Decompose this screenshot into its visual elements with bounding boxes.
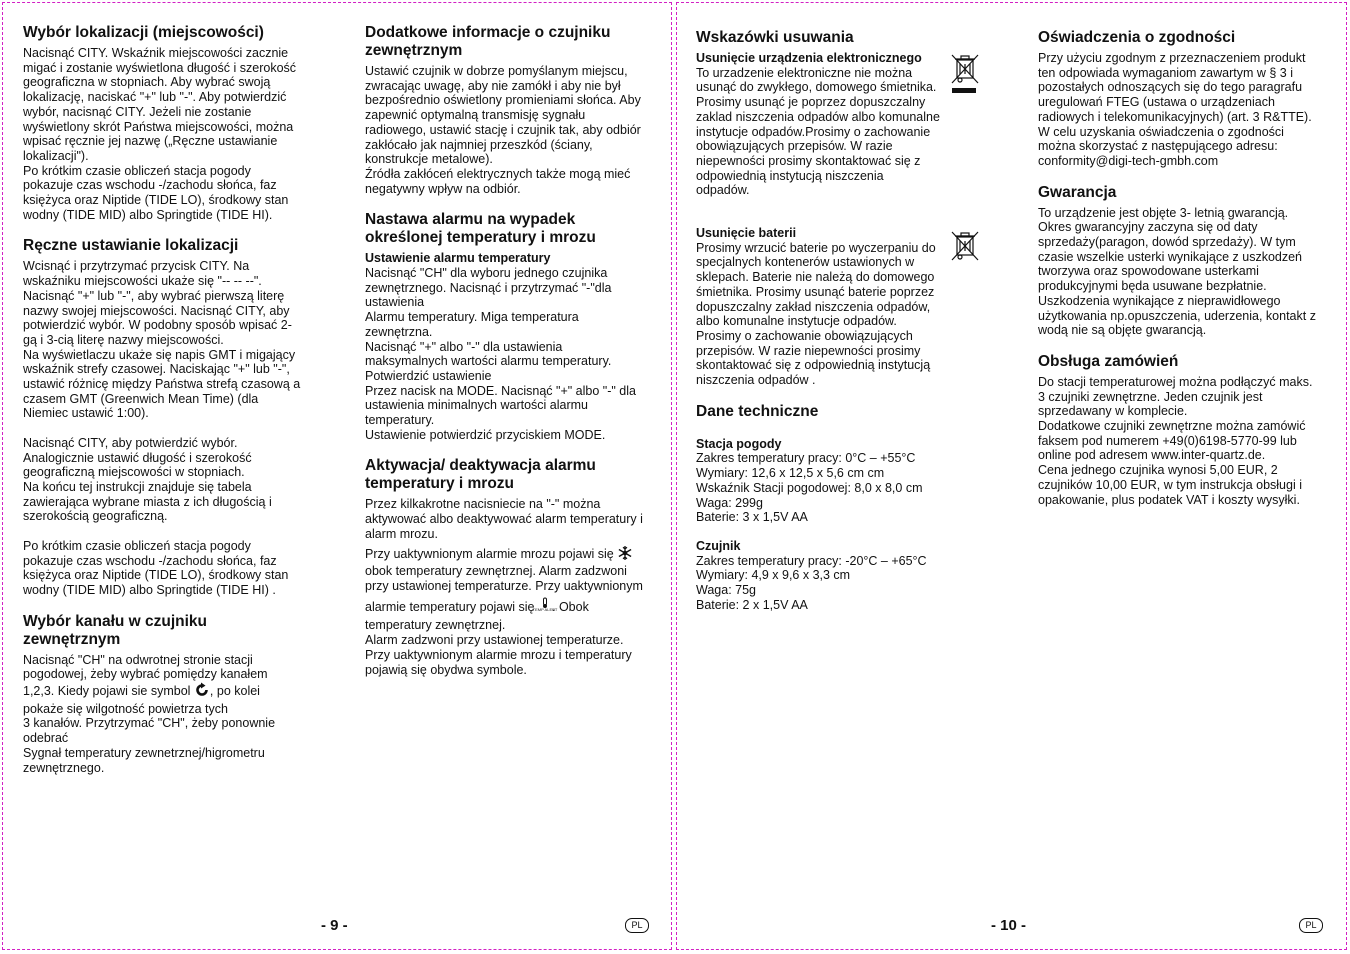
manual-page-10 <box>676 2 1347 950</box>
section-body: To urządzenie jest objęte 3- letnią gwarancją. Okres gwarancyjny zaczyna się od daty sprzedaży(paragon, dowód sprzedaży). W tym czasie wszelkie usterki wynikające z uszkodzeń tworzywa oraz spowodowane usterkami produkcyjnymi będa usuwane bezpłatnie. Uszkodzenia wynikające z nieprawidłowego użytkowania np.opuszczenia, uderzenia, kontakt z wodą nie są objęte gwarancją. <box>1038 205 1316 338</box>
section-manual-location <box>23 237 323 597</box>
section-location-select <box>23 24 323 222</box>
section-title: Aktywacja/ deaktywacja alarmu temperatury i mrozu <box>365 457 596 493</box>
section-title: Ręczne ustawianie lokalizacji <box>23 237 239 255</box>
section-sensor-info <box>365 24 665 196</box>
page-number: - 10 - <box>991 917 1027 934</box>
crossed-out-wheelie-bin-icon <box>949 52 981 101</box>
section-subtitle: Czujnik <box>696 538 741 553</box>
temp-alert-icon <box>532 597 558 619</box>
crossed-out-wheelie-bin-icon <box>949 229 981 268</box>
section-title: Nastawa alarmu na wypadek określonej temperatury i mrozu <box>365 211 596 247</box>
page-10-column-2 <box>1038 29 1338 522</box>
section-body: Wcisnąć i przytrzymać przycisk CITY. Na wskaźniku miejscowości ukaże się "-- -- --". Nacisnąć "+" lub "-", aby wybrać pierwszą literę nazwy swojej miejscowości. Nacisnąć CITY, aby potwierdzić wybór. W podobny sposób wpisać 2- gą i 3-cią literę nazwy miejscowości. Na wyświetlaczu ukaże się napis GMT i migający wskaźnik strefy czasowej. Naciskając "+" lub "-", ustawić różnicę między Państwa strefą czasową a czasem GMT (Greenwich Mean Time) (dla Niemiec ustawić 1:00). Nacisnąć CITY, aby potwierdzić wybór. Analogicznie ustawić długość i szerokość geograficzną miejscowości w stopniach. Na końcu tej instrukcji znajduje się tabela zawierająca wybrane miasta z ich długością i szerokością geograficzną. Po krótkim czasie obliczeń stacja pogody pokazuje czas wschodu -/zachodu słońca, faz księżyca oraz Niptide (TIDE LO), środkowy stan wodny (TIDE MID) albo Springtide (TIDE HI) . <box>23 259 301 597</box>
language-badge: PL <box>625 918 649 933</box>
section-body: Zakres temperatury pracy: -20°C – +65°C Wymiary: 4,9 x 9,6 x 3,3 cm Waga: 75g Baterie: 2 x 1,5V AA <box>696 553 927 612</box>
section-body: Przy użyciu zgodnym z przeznaczeniem produkt ten odpowiada wymaganiom zawartym w § 3 i pozostałych odnoszących się do tego paragrafu uregulowań FTEG (ustawa o urządzeniach radiowych i telekomunikacyjnych) (art. 3 R&TTE). W celu uzyskania oświadczenia o zgodności można skorzystać z następującego adresu: conformity@digi-tech-gmbh.com <box>1038 51 1312 168</box>
section-conformity <box>1038 29 1338 169</box>
section-title: Obsługa zamówień <box>1038 352 1179 370</box>
svg-text:TEMP ALERT: TEMP ALERT <box>532 606 558 612</box>
page-9-column-2 <box>365 24 665 692</box>
section-body: Nacisnąć "CH" na odwrotnej stronie stacji pogodowej, żeby wybrać pomiędzy kanałem 1,2,3. Kiedy pojawi sie symbol , po kolei pokaże się wilgotność powietrza tych 3 kanałów. Przytrzymać "CH", żeby ponownie odebrać Sygnał temperatury zewnetrznej/higrometru zewnętrznego. <box>23 652 276 775</box>
page-10-column-1 <box>696 29 996 628</box>
cycle-arrow-icon <box>194 682 210 702</box>
section-body: To urzadzenie elektroniczne nie można usunąć do zwykłego, domowego śmietnika. Prosimy usunąć je poprzez dopuszczalny zaklad niszczenia odpadów albo komunalne instytucje odpadów.Prosimy o zachowanie obowiązujących przepisów. W razie niepewności prosimy skontaktować się z odpowiednią instytucją niszczenia odpadów. <box>696 65 940 198</box>
section-warranty <box>1038 184 1338 338</box>
manual-page-9 <box>2 2 672 950</box>
page-number: - 9 - <box>321 917 348 934</box>
section-title: Gwarancja <box>1038 183 1117 201</box>
section-body: Zakres temperatury pracy: 0°C – +55°C Wymiary: 12,6 x 12,5 x 5,6 cm cm Wskaźnik Stacji pogodowej: 8,0 x 8,0 cm Waga: 299g Baterie: 3 x 1,5V AA <box>696 451 923 525</box>
section-body: Ustawić czujnik w dobrze pomyślanym miejscu, zwracając uwagę, aby nie zamókł i aby nie był bezpośrednio oświetlony promieniami słońca. Aby zapewnić optymalną transmisję sygnału radiowego, ustawić stację i czujnik tak, aby odbiór zakłócało jak najmniej przeszkód (ściany, konstrukcje metalowe). Źródła zakłóceń elektrycznych także mogą mieć negatywny wpływ na odbiór. <box>365 64 641 196</box>
section-subtitle: Ustawienie alarmu temperatury <box>365 251 551 266</box>
section-title: Wybór kanału w czujniku zewnętrznym <box>23 612 208 648</box>
snowflake-icon <box>617 545 633 565</box>
section-subtitle: Stacja pogody <box>696 436 782 451</box>
section-orders <box>1038 353 1338 507</box>
section-channel-select <box>23 613 323 776</box>
section-body: Do stacji temperaturowej można podłączyć maks. 3 czujniki zewnętrzne. Jeden czujnik jest sprzedawany w komplecie. Dodatkowe czujniki zewnętrzne można zamówić faksem pod numerem +49(0)6198-5770-99 lub online pod adresem www.inter-quartz.de. Cena jednego czujnika wynosi 5,00 EUR, 2 czujników 10,00 EUR, w tym instrukcja obsługi i opakowanie, plus podatek VAT i koszty wysyłki. <box>1038 374 1313 507</box>
section-subtitle: Usunięcie urządzenia elektronicznego <box>696 51 922 65</box>
section-subtitle: Usunięcie baterii <box>696 226 797 241</box>
page-9-column-1 <box>23 24 323 790</box>
section-title: Dodatkowe informacje o czujniku zewnętrznym <box>365 24 611 59</box>
section-title: Wybór lokalizacji (miejscowości) <box>23 24 264 41</box>
section-alarm-setting <box>365 211 665 442</box>
section-body: Nacisnąć CITY. Wskaźnik miejscowości zacznie migać i zostanie wyświetlona długość i szerokość geograficzna w stopniach. Aby wybrać swoją lokalizację, naciskać "+" lub "-". Aby potwierdzić wybór, nacisnąć CITY. Jeżeli nie zostanie wyświetlony skrót Państwa miejscowości, można wpisać ręcznie jej nazwę („Ręczne ustawianie lokalizacji"). Po krótkim czasie obliczeń stacja pogody pokazuje czas wschodu -/zachodu słońca, faz księżyca oraz Niptide (TIDE LO), środkowy stan wodny (TIDE MID) albo Springtide (TIDE HI). <box>23 46 297 222</box>
section-body: Przy uaktywnionym alarmie mrozu pojawi się obok temperatury zewnętrznej. Alarm zadzwoni przy ustawionej temperaturze. Przy uaktywnionym <box>365 545 665 594</box>
section-body: Nacisnąć "CH" dla wyboru jednego czujnika zewnętrznego. Nacisnąć i przytrzymać "-"dla ustawienia Alarmu temperatury. Miga temperatura zewnętrzna. Nacisnąć "+" albo "-" dla ustawienia maksymalnych wartości alarmu temperatury. Potwierdzić ustawienie Przez nacisk na MODE. Nacisnąć "+" albo "-" dla ustawienia minimalnych wartości alarmu temperatury. Ustawienie potwierdzić przyciskiem MODE. <box>365 266 636 442</box>
language-badge: PL <box>1299 918 1323 933</box>
section-title: Oświadczenia o zgodności <box>1038 29 1236 46</box>
section-body: alarmie temperatury pojawi się TEMP ALERT . Obok temperatury zewnętrznej. Alarm zadzwoni przy ustawionej temperaturze. Przy uaktywnionym alarmie mrozu i temperatury pojawią się obydwa symbole. <box>365 597 665 678</box>
section-title: Dane techniczne <box>696 402 819 420</box>
section-body: Przez kilkakrotne nacisniecie na "-" można aktywować albo deaktywować alarm temperatury i alarm mrozu. <box>365 497 643 541</box>
section-title: Wskazówki usuwania <box>696 29 854 46</box>
section-body: Prosimy wrzucić baterie po wyczerpaniu do specjalnych kontenerów ustawionych w sklepach. Baterie nie należą do domowego śmietnika. Prosimy usunąć baterie poprzez dopuszczalny zakład niszczenia odpadów, albo komunalne instytucje odpadów. Prosimy o zachowanie obowiązujących przepisów. W razie niepewności prosimy skontaktować się z odpowiednią instytucją niszczenia odpadów . <box>696 240 936 388</box>
section-alarm-activation <box>365 457 665 677</box>
section-technical-data <box>696 403 996 613</box>
